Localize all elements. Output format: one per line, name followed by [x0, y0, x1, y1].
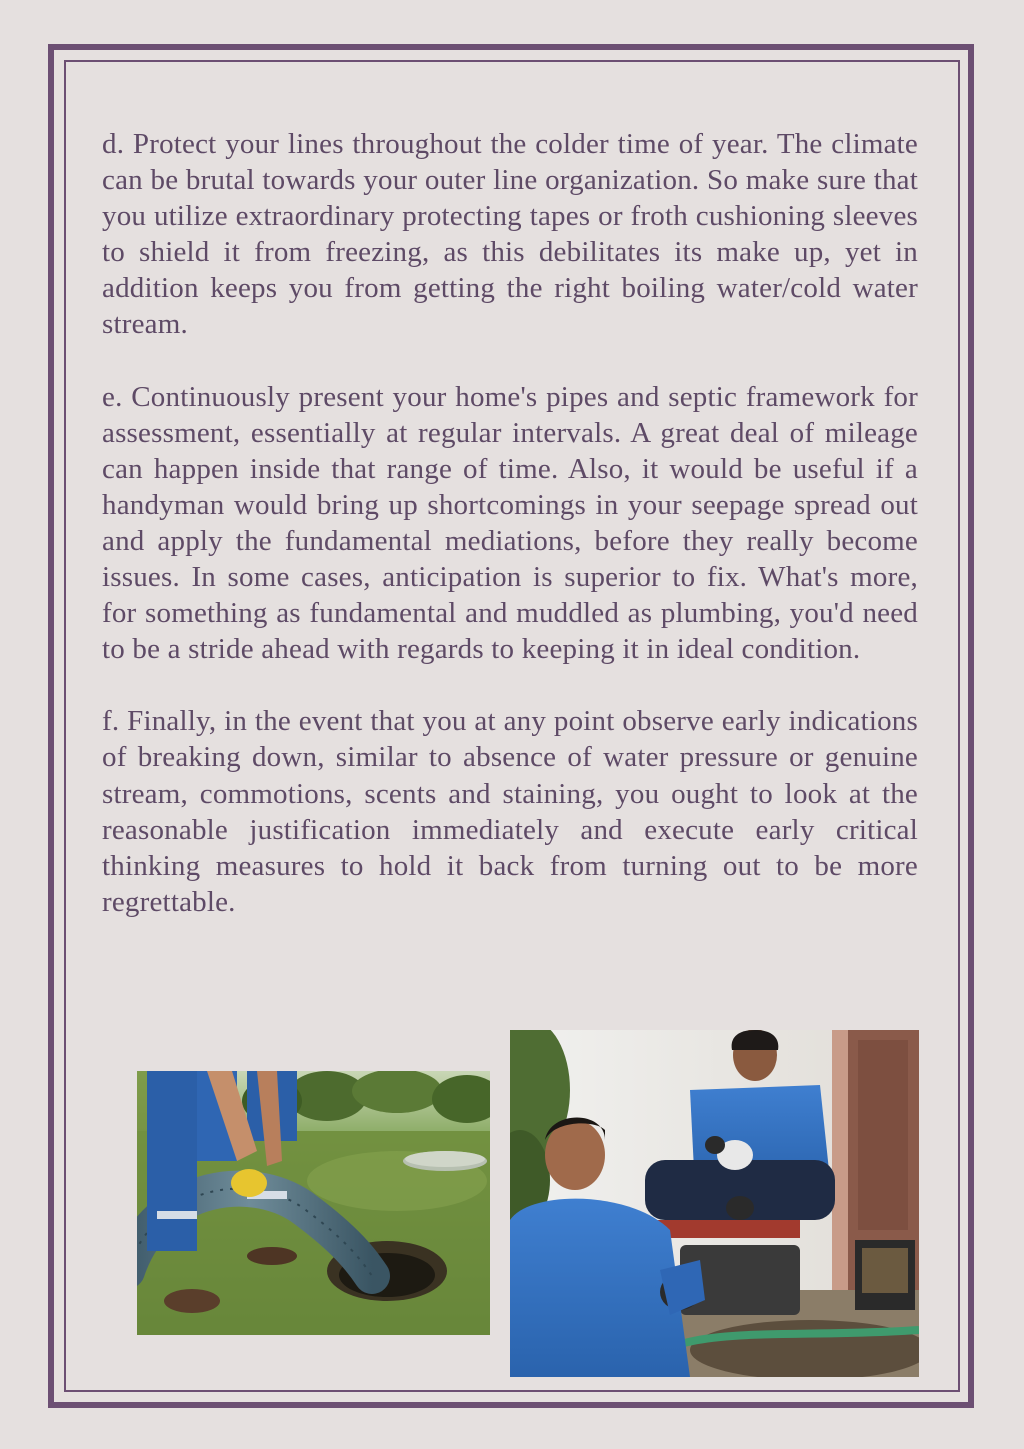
paragraph-d: d. Protect your lines throughout the colder time of year. The climate can be brutal towards your outer line organization. So make sure that you utilize extraordinary protecting tapes or froth cushioning sleeves to shield it from freezing, as this debilitates its make up, yet in addition keeps you from getting the right boiling water/cold water stream.	[102, 128, 918, 341]
paragraph-e: e. Continuously present your home's pipes and septic framework for assessment, essentially at regular intervals. A great deal of mileage can happen inside that range of time. Also, it would be useful if a handyman would bring up shortcomings in your seepage spread out and apply the fundamental mediations, before they really become issues. In some cases, anticipation is superior to fix. What's more, for something as fundamental and muddled as plumbing, you'd need to be a stride ahead with regards to keeping it in ideal condition.	[102, 380, 918, 666]
paragraph-f: f. Finally, in the event that you at any point observe early indications of breaking down, similar to absence of water pressure or genuine stream, commotions, scents and staining, you ought to look at the reasonable justification immediately and execute early critical thinking measures to hold it back from turning out to be more regrettable.	[102, 705, 918, 918]
plumbers-inspection-photo	[510, 1030, 919, 1377]
body-text	[102, 126, 918, 956]
septic-pumping-photo	[137, 1071, 490, 1335]
